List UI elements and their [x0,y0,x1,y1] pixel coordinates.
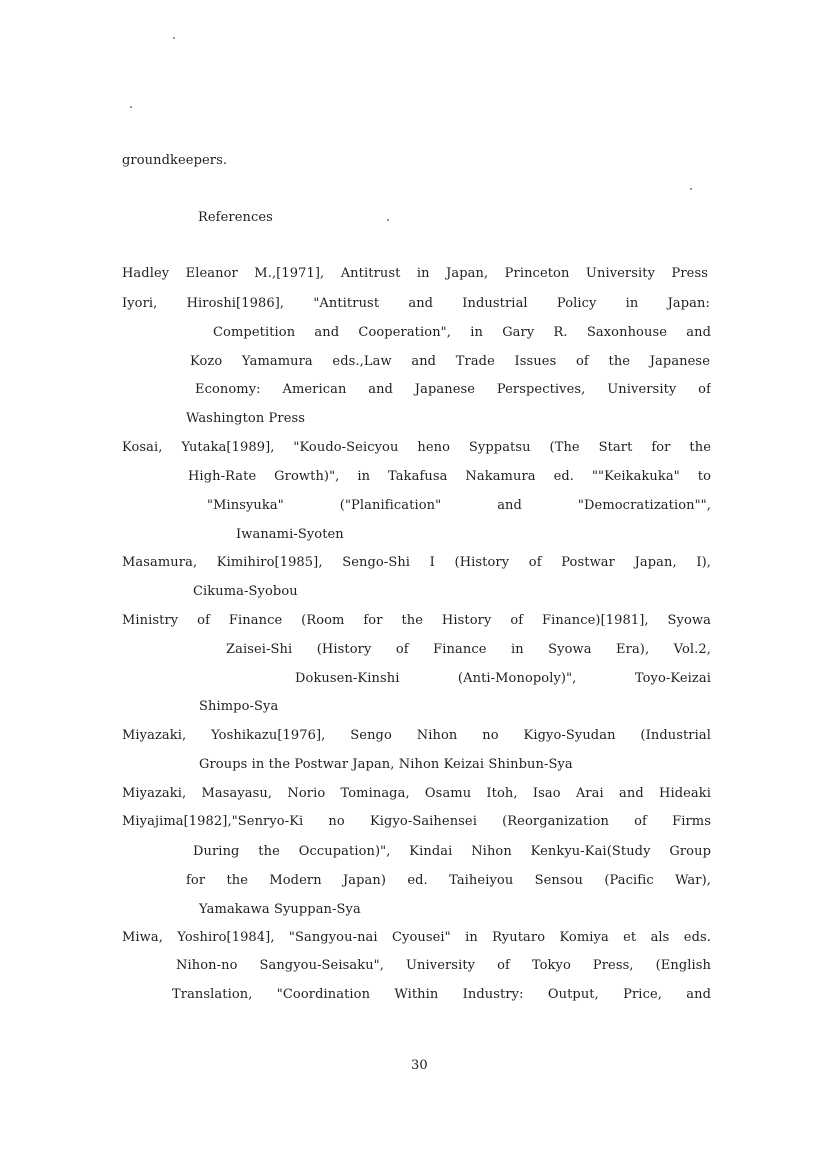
reference-line: Hadley Eleanor M.,[1971], Antitrust in Japan, Princeton University Press [122,266,708,281]
reference-line: Shimpo-Sya [199,699,279,714]
section-heading: References [198,210,273,225]
reference-line: Masamura, Kimihiro[1985], Sengo-Shi I (History of Postwar Japan, I), [122,555,711,570]
scan-speck [130,106,132,108]
reference-line: Kozo Yamamura eds.,Law and Trade Issues of the Japanese [190,354,710,369]
reference-line: Zaisei-Shi (History of Finance in Syowa Era), Vol.2, [226,642,711,657]
reference-line: Iyori, Hiroshi[1986], "Antitrust and Industrial Policy in Japan: [122,296,710,311]
reference-line: Miyazaki, Masayasu, Norio Tominaga, Osamu Itoh, Isao Arai and Hideaki [122,786,711,801]
scan-speck [690,188,692,190]
reference-line: Kosai, Yutaka[1989], "Koudo-Seicyou heno Syppatsu (The Start for the [122,440,711,455]
reference-line: Washington Press [186,411,306,426]
reference-line: for the Modern Japan) ed. Taiheiyou Sensou (Pacific War), [186,873,711,888]
reference-line: Miwa, Yoshiro[1984], "Sangyou-nai Cyousei" in Ryutaro Komiya et als eds. [122,930,711,945]
page-number: 30 [411,1058,428,1073]
reference-line: Ministry of Finance (Room for the History of Finance)[1981], Syowa [122,613,711,628]
reference-line: Groups in the Postwar Japan, Nihon Keizai Shinbun-Sya [199,757,573,772]
scan-speck [173,37,175,39]
reference-line: Miyajima[1982],"Senryo-Ki no Kigyo-Saihensei (Reorganization of Firms [122,814,711,829]
reference-line: "Minsyuka" ("Planification" and "Democratization"", [207,498,711,513]
reference-line: During the Occupation)", Kindai Nihon Kenkyu-Kai(Study Group [193,844,711,859]
scan-speck [387,219,389,221]
reference-line: High-Rate Growth)", in Takafusa Nakamura ed. ""Keikakuka" to [188,469,711,484]
reference-line: Dokusen-Kinshi (Anti-Monopoly)", Toyo-Keizai [295,671,711,686]
reference-line: Competition and Cooperation", in Gary R. Saxonhouse and [213,325,711,340]
reference-line: Economy: American and Japanese Perspectives, University of [195,382,711,397]
body-text-line: groundkeepers. [122,153,228,168]
reference-line: Miyazaki, Yoshikazu[1976], Sengo Nihon no Kigyo-Syudan (Industrial [122,728,711,743]
reference-line: Nihon-no Sangyou-Seisaku", University of Tokyo Press, (English [176,958,711,973]
reference-line: Iwanami-Syoten [236,527,344,542]
reference-line: Translation, "Coordination Within Industry: Output, Price, and [172,987,711,1002]
reference-line: Yamakawa Syuppan-Sya [199,902,361,917]
reference-line: Cikuma-Syobou [193,584,298,599]
